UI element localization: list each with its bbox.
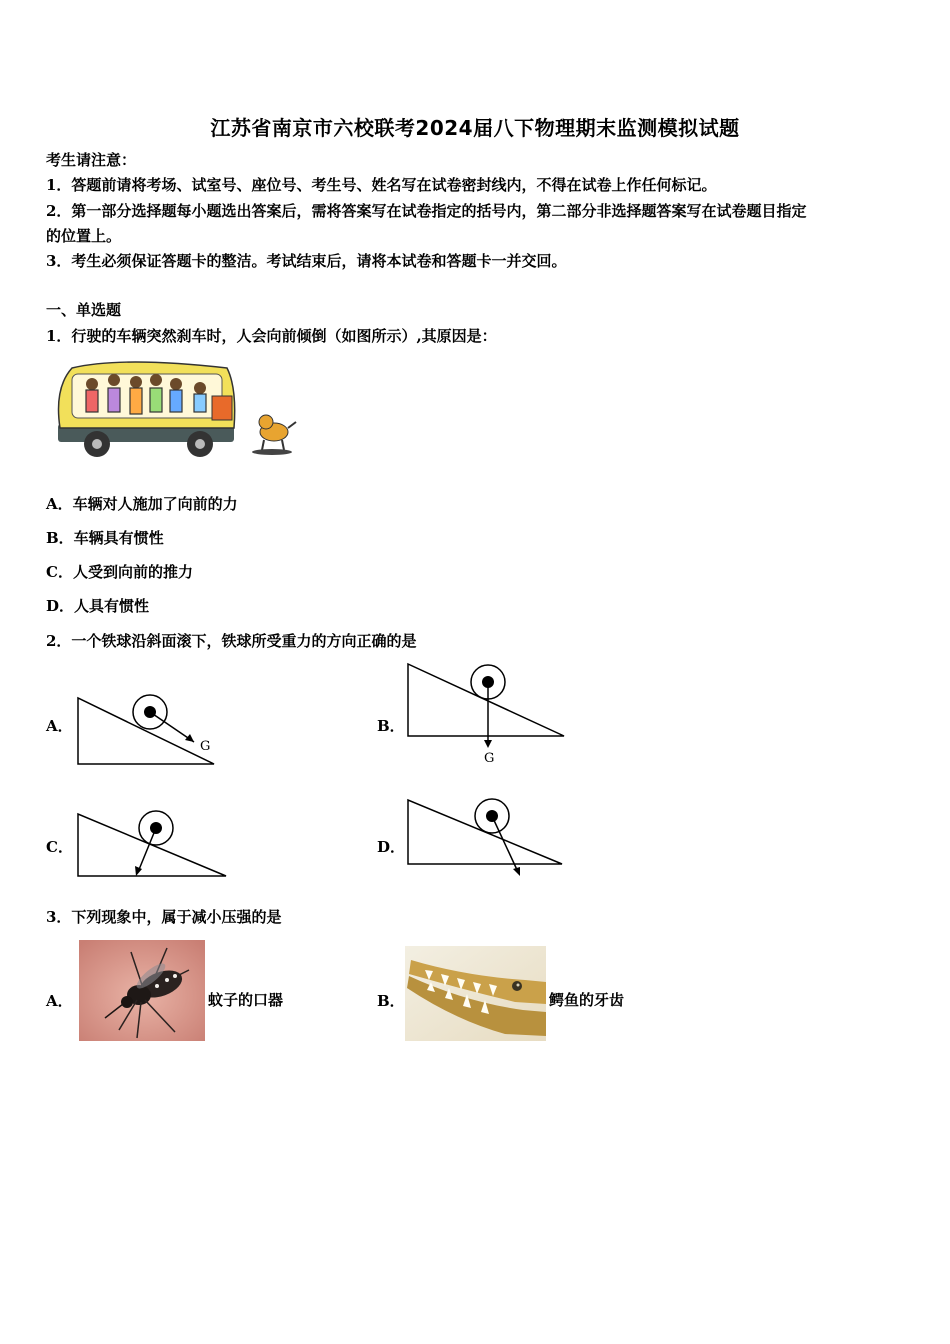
- dog-drawing: [252, 415, 296, 455]
- q2-b-force-label: G: [484, 751, 495, 766]
- q3-label-b: B．: [377, 992, 405, 1010]
- q2-diagram-a: [74, 690, 224, 770]
- q2-label-b: B．: [377, 717, 405, 735]
- q3-label-a: A．: [46, 992, 73, 1010]
- question-2-stem: 2．一个铁球沿斜面滚下，铁球所受重力的方向正确的是: [46, 632, 417, 650]
- q3-caption-a: 蚊子的口器: [208, 991, 284, 1009]
- notice-item-2: 2．第一部分选择题每小题选出答案后，需将答案写在试卷指定的括号内，第二部分非选择题答案写在试卷题目指定: [46, 202, 807, 220]
- q2-label-c: C．: [46, 838, 73, 856]
- section-heading: 一、单选题: [46, 301, 122, 319]
- q1-option-b: B．车辆具有惯性: [46, 529, 164, 547]
- q2-diagram-b: [404, 660, 574, 770]
- question-1-stem: 1．行驶的车辆突然刹车时，人会向前倾倒（如图所示）,其原因是：: [46, 327, 497, 345]
- q3-caption-b: 鳄鱼的牙齿: [549, 991, 625, 1009]
- q1-option-c: C．人受到向前的推力: [46, 563, 193, 581]
- q2-label-d: D．: [377, 838, 406, 856]
- mosquito-photo: [79, 940, 205, 1041]
- q1-option-d: D．人具有惯性: [46, 597, 150, 615]
- notice-item-2-cont: 的位置上。: [46, 227, 122, 245]
- q2-diagram-d: [404, 796, 569, 880]
- q2-a-force-label: G: [200, 739, 211, 754]
- q2-label-a: A．: [46, 717, 73, 735]
- page-title: 江苏省南京市六校联考2024届八下物理期末监测模拟试题: [210, 116, 740, 140]
- bus-braking-illustration: [52, 358, 297, 463]
- question-3-stem: 3．下列现象中，属于减小压强的是: [46, 908, 282, 926]
- notice-item-3: 3．考生必须保证答题卡的整洁。考试结束后，请将本试卷和答题卡一并交回。: [46, 252, 567, 270]
- notice-item-1: 1．答题前请将考场、试室号、座位号、考生号、姓名写在试卷密封线内，不得在试卷上作任何标记。: [46, 176, 717, 194]
- q2-diagram-c: [74, 808, 234, 884]
- notice-heading: 考生请注意：: [46, 151, 137, 169]
- q1-option-a: A．车辆对人施加了向前的力: [46, 495, 238, 513]
- crocodile-photo: [405, 946, 546, 1041]
